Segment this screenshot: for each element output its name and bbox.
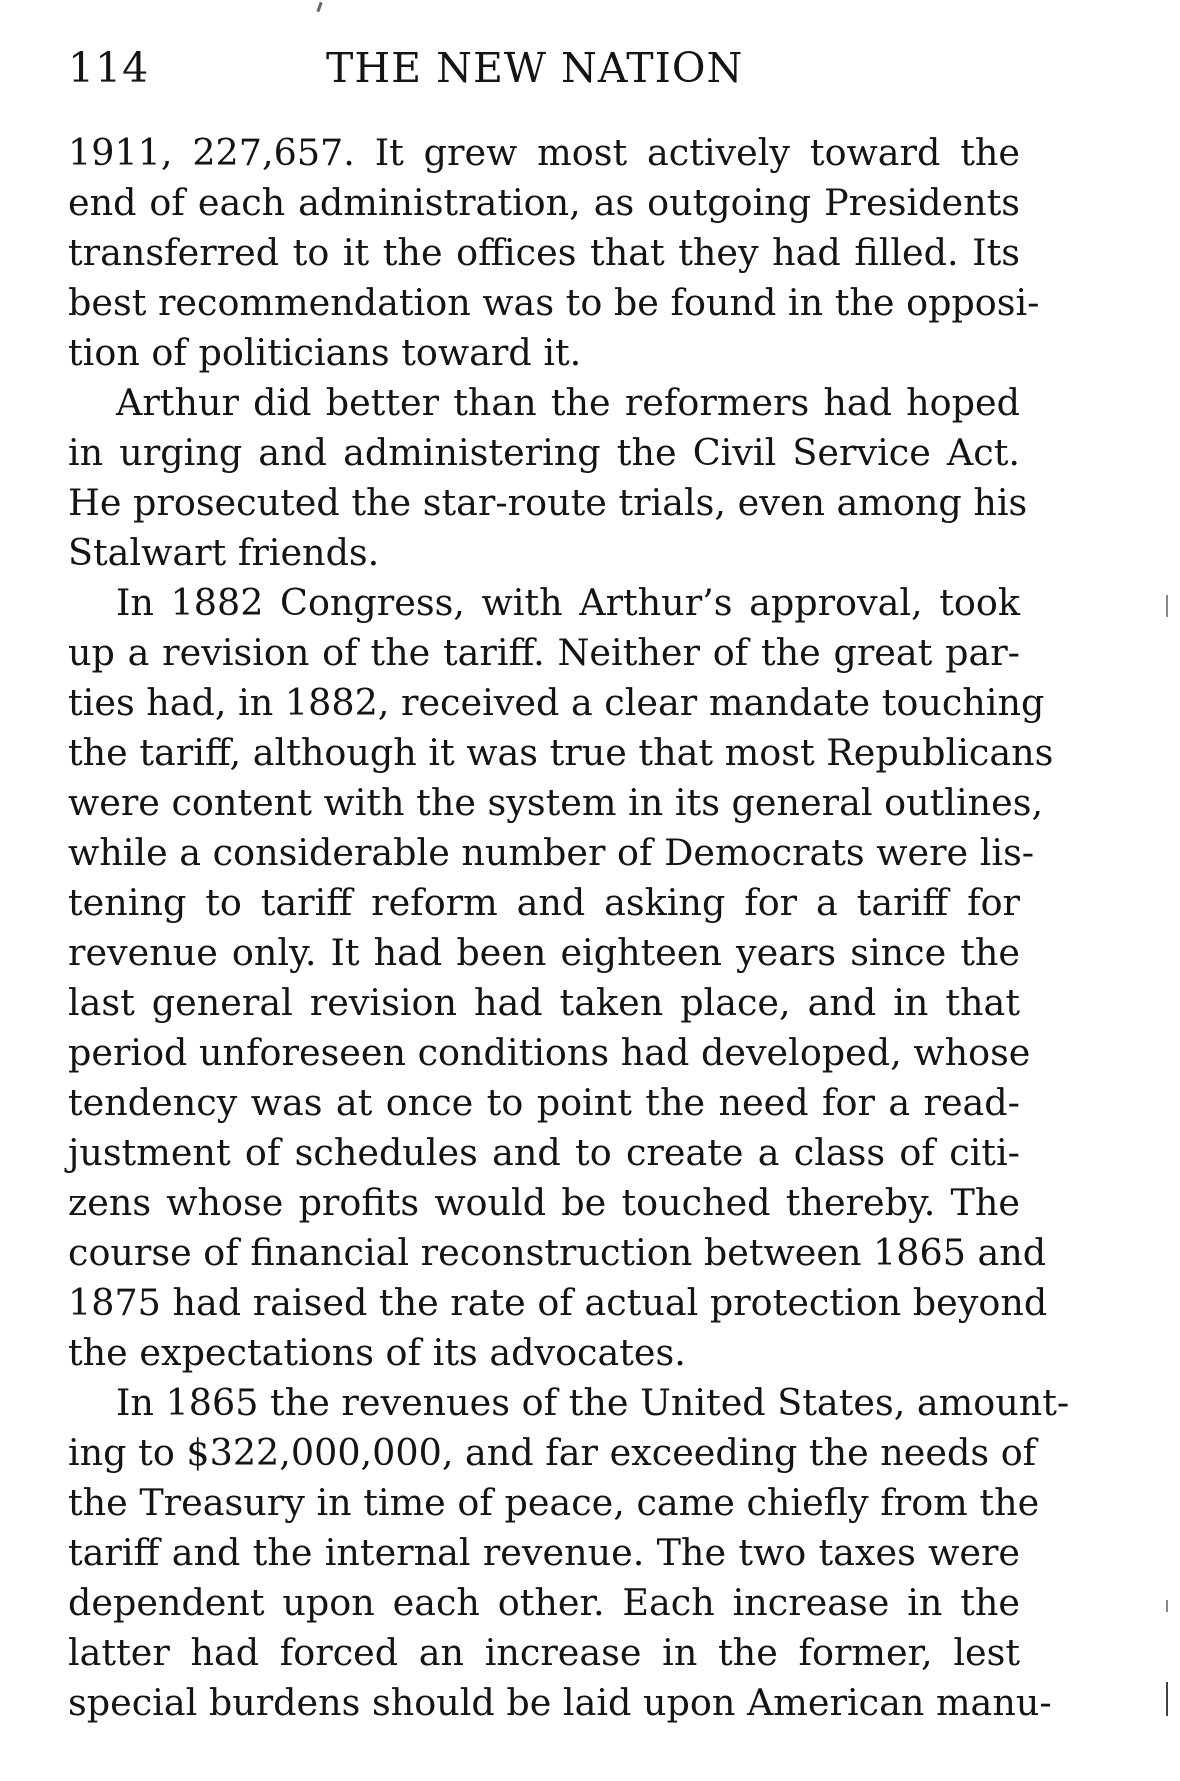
text-line: tion of politicians toward it. — [68, 331, 582, 374]
scan-edge-mark — [1166, 1682, 1168, 1716]
text-line: revenue only. It had been eighteen years since the — [68, 931, 1020, 974]
text-line: ties had, in 1882, received a clear mandate touching — [68, 681, 1045, 724]
text-line: In 1865 the revenues of the United States, amount- — [116, 1381, 1070, 1424]
text-line: best recommendation was to be found in the opposi- — [68, 281, 1040, 324]
text-line: while a considerable number of Democrats were lis- — [68, 831, 1035, 874]
text-line: the Treasury in time of peace, came chiefly from the — [68, 1481, 1040, 1524]
text-line: dependent upon each other. Each increase in the — [68, 1581, 1020, 1624]
text-line: latter had forced an increase in the former, lest — [68, 1631, 1020, 1674]
text-line: end of each administration, as outgoing Presidents — [68, 181, 1020, 224]
text-line: justment of schedules and to create a class of citi- — [68, 1131, 1020, 1174]
text-line: tening to tariff reform and asking for a tariff for — [68, 881, 1020, 924]
text-line: tendency was at once to point the need for a read- — [68, 1081, 1020, 1124]
text-line: Stalwart friends. — [68, 531, 380, 574]
text-line: 1911, 227,657. It grew most actively toward the — [68, 131, 1020, 174]
page-header — [68, 44, 768, 104]
text-line: in urging and administering the Civil Service Act. — [68, 431, 1020, 474]
text-line: period unforeseen conditions had developed, whose — [68, 1031, 1031, 1074]
text-line: special burdens should be laid upon American manu- — [68, 1681, 1052, 1724]
text-line: 1875 had raised the rate of actual protection beyond — [68, 1281, 1048, 1324]
body-text — [68, 128, 1070, 1728]
text-line: ing to $322,000,000, and far exceeding the needs of — [68, 1431, 1037, 1474]
text-line: He prosecuted the star-route trials, even among his — [68, 481, 1028, 524]
text-line: were content with the system in its general outlines, — [68, 781, 1044, 824]
text-line: In 1882 Congress, with Arthur’s approval, took — [116, 581, 1020, 624]
text-line: last general revision had taken place, and in that — [68, 981, 1020, 1024]
scan-edge-mark — [1166, 595, 1168, 617]
text-line: zens whose profits would be touched thereby. The — [68, 1181, 1020, 1224]
page-number: 114 — [68, 44, 150, 92]
text-line: Arthur did better than the reformers had hoped — [116, 381, 1020, 424]
text-line: tariff and the internal revenue. The two taxes were — [68, 1531, 1020, 1574]
text-line: the tariff, although it was true that most Republicans — [68, 731, 1054, 774]
text-line: transferred to it the offices that they had filled. Its — [68, 231, 1020, 274]
text-line: the expectations of its advocates. — [68, 1331, 686, 1374]
text-line: course of financial reconstruction between 1865 and — [68, 1231, 1047, 1274]
text-line: up a revision of the tariff. Neither of the great par- — [68, 631, 1020, 674]
scan-edge-mark — [1166, 1600, 1168, 1612]
running-title: THE NEW NATION — [326, 44, 744, 92]
scan-speck — [316, 2, 322, 12]
